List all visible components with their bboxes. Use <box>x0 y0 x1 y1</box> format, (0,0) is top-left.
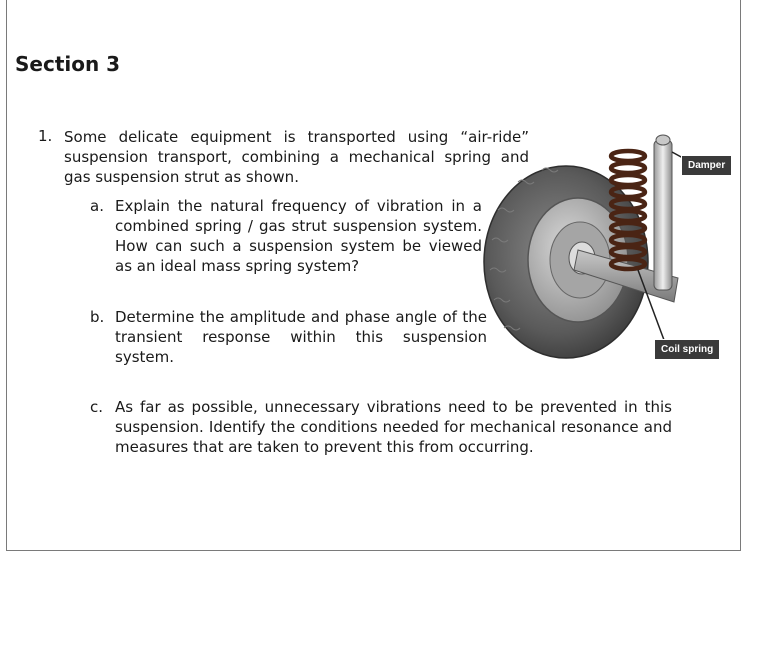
part-a-letter: a. <box>90 197 104 215</box>
section-title: Section 3 <box>15 52 121 76</box>
part-b-text: Determine the amplitude and phase angle of the transient response within this suspension system. <box>115 308 487 366</box>
coil-spring-label: Coil spring <box>654 339 720 360</box>
part-a-text: Explain the natural frequency of vibration in a combined spring / gas strut suspension system. How can such a suspension system be viewed as an ideal mass spring system? <box>115 197 482 275</box>
damper-top-mount <box>656 135 670 145</box>
question-text: Some delicate equipment is transported using “air-ride” suspension transport, combining a mechanical spring and gas suspension strut as shown. <box>64 128 529 186</box>
suspension-illustration <box>478 130 743 370</box>
question-number: 1. <box>38 127 53 145</box>
damper-label: Damper <box>681 155 732 176</box>
part-c-letter: c. <box>90 398 104 416</box>
part-c-text: As far as possible, unnecessary vibrations need to be prevented in this suspension. Identify the conditions needed for mechanical resonance and measures that are taken to prevent this from occurring. <box>115 398 672 456</box>
damper-body <box>654 140 672 290</box>
part-b-letter: b. <box>90 308 105 326</box>
